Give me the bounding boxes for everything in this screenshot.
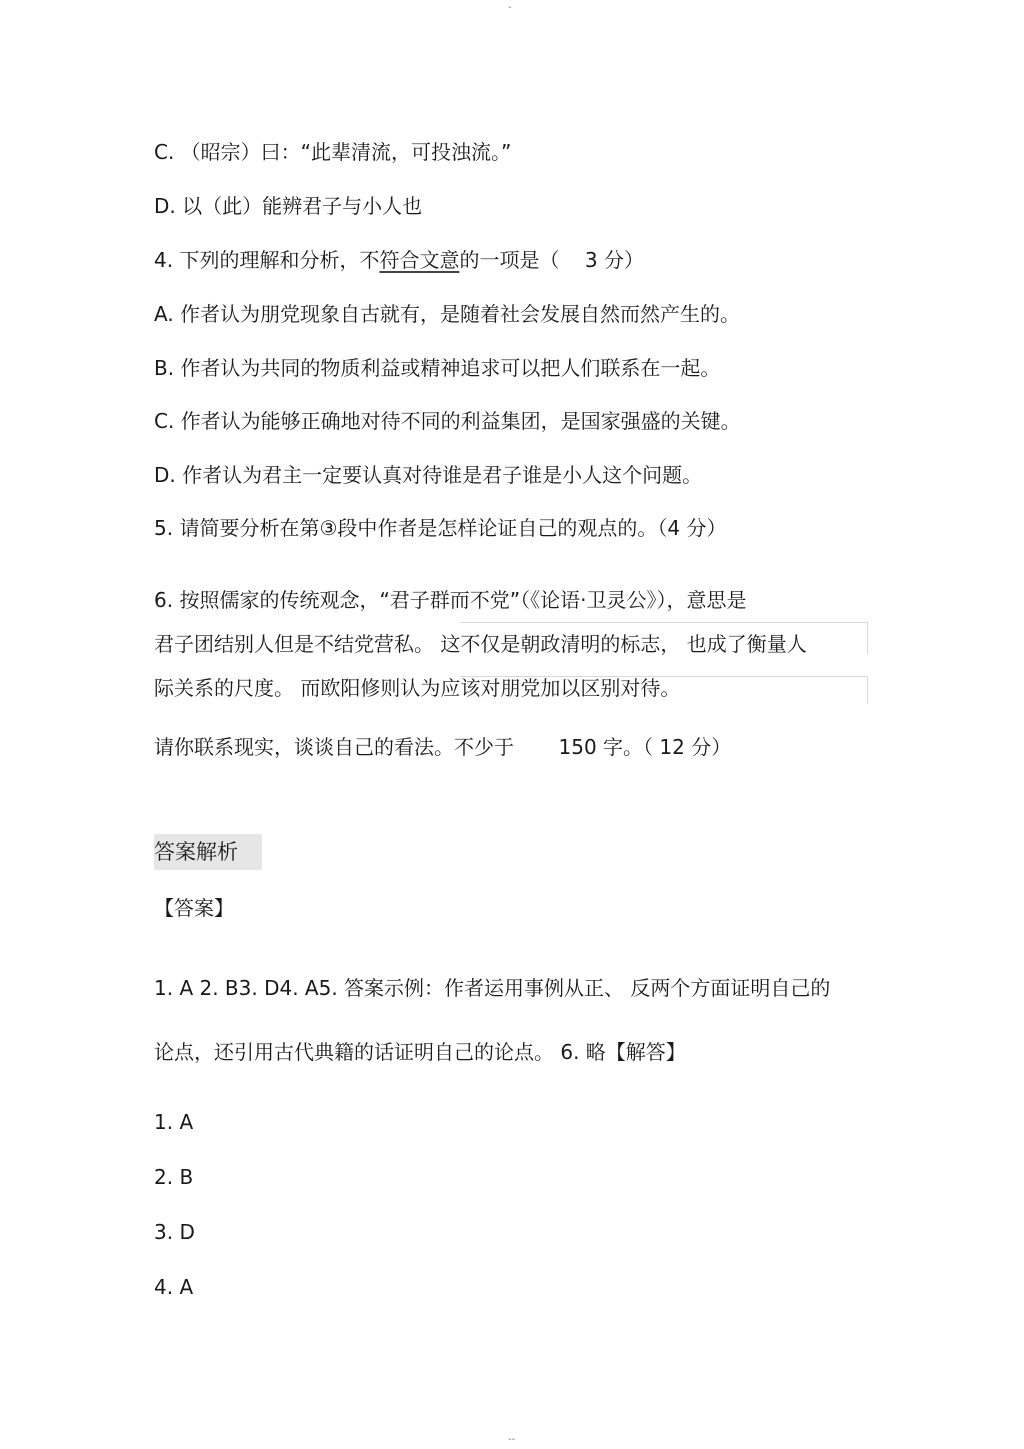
- scan-box-top-edge: [460, 622, 868, 623]
- question-4-stem-suffix: 的一项是（ 3 分）: [459, 248, 644, 272]
- scan-box-middle-edge: [460, 676, 868, 677]
- answer-header: 【答案】: [154, 896, 234, 920]
- question-6-line-1: 6. 按照儒家的传统观念，“君子群而不党”（《论语·卫灵公》），意思是: [154, 588, 747, 612]
- question-4-option-c: C. 作者认为能够正确地对待不同的利益集团，是国家强盛的关键。: [154, 409, 741, 433]
- question-4-option-b: B. 作者认为共同的物质利益或精神追求可以把人们联系在一起。: [154, 356, 721, 380]
- scan-box-right-edge-upper: [867, 622, 868, 654]
- page-top-mark: -: [508, 2, 512, 13]
- answer-summary-line-1: 1. A 2. B3. D4. A5. 答案示例：作者运用事例从正、 反两个方面证明自己的: [154, 976, 831, 1000]
- question-4-option-a: A. 作者认为朋党现象自古就有，是随着社会发展自然而然产生的。: [154, 302, 741, 326]
- scan-box-right-edge-lower: [867, 676, 868, 704]
- answer-item: 1. A: [154, 1110, 194, 1134]
- answer-item: 2. B: [154, 1165, 194, 1189]
- question-4-emphasis: 符合文意: [379, 248, 460, 272]
- answer-item: 3. D: [154, 1220, 195, 1244]
- answer-section-title: 答案解析: [154, 834, 262, 870]
- question-6-line-3: 际关系的尺度。 而欧阳修则认为应该对朋党加以区别对待。: [154, 676, 681, 700]
- question-3-option-d: D. 以（此）能辨君子与小人也: [154, 194, 423, 218]
- answer-summary-line-2: 论点，还引用古代典籍的话证明自己的论点。 6. 略【解答】: [154, 1040, 686, 1064]
- page-bottom-mark: --: [508, 1434, 516, 1445]
- question-4-stem-prefix: 4. 下列的理解和分析，不: [154, 248, 380, 272]
- answer-item: 4. A: [154, 1275, 194, 1299]
- question-6-line-4: 请你联系现实，谈谈自己的看法。不少于 150 字。（ 12 分）: [154, 735, 732, 759]
- question-3-option-c: C. （昭宗）曰：“此辈清流，可投浊流。”: [154, 140, 512, 164]
- question-4-option-d: D. 作者认为君主一定要认真对待谁是君子谁是小人这个问题。: [154, 463, 703, 487]
- question-5: 5. 请简要分析在第③段中作者是怎样论证自己的观点的。（4 分）: [154, 516, 727, 540]
- question-4-stem: [154, 248, 644, 272]
- question-6-line-2: 君子团结别人但是不结党营私。 这不仅是朝政清明的标志， 也成了衡量人: [154, 632, 807, 656]
